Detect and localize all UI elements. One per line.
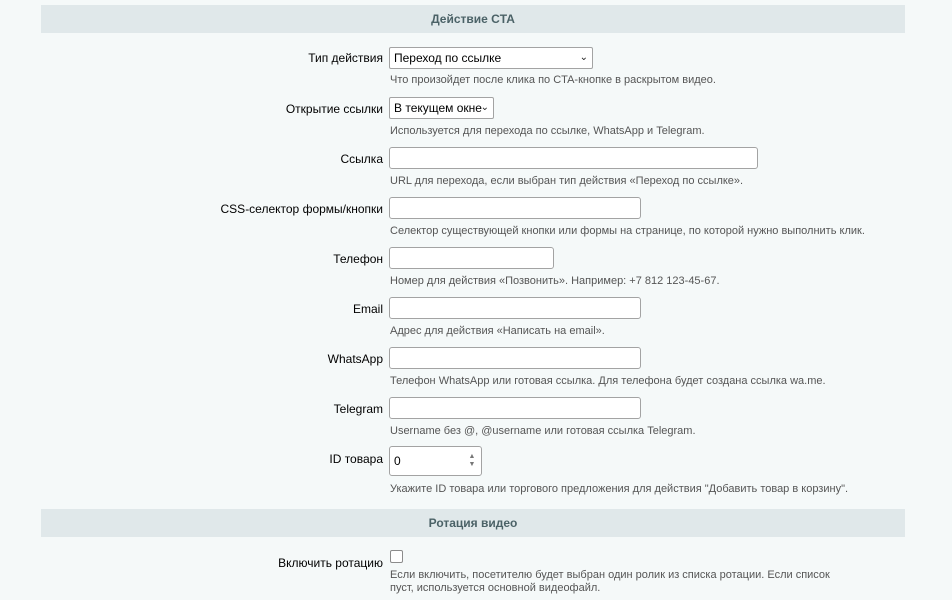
chevron-down-icon: ⌄ [579, 52, 588, 63]
telegram-label: Telegram [333, 402, 383, 416]
css-selector-label: CSS-селектор формы/кнопки [220, 202, 383, 216]
action-type-label: Тип действия [308, 51, 383, 65]
link-label: Ссылка [340, 152, 383, 166]
whatsapp-hint: Телефон WhatsApp или готовая ссылка. Для телефона будет создана ссылка wa.me. [390, 375, 826, 387]
phone-hint: Номер для действия «Позвонить». Например: +7 812 123-45-67. [390, 275, 720, 287]
enable-rotation-checkbox[interactable] [390, 550, 403, 563]
product-id-hint: Укажите ID товара или торгового предложения для действия "Добавить товар в корзину". [390, 483, 849, 495]
link-open-hint: Используется для перехода по ссылке, WhatsApp и Telegram. [390, 125, 705, 137]
section-title: Ротация видео [428, 516, 518, 530]
spinner-arrows-icon[interactable]: ▲ ▼ [468, 453, 476, 468]
whatsapp-input[interactable] [389, 347, 641, 369]
enable-rotation-label: Включить ротацию [278, 556, 383, 570]
telegram-hint: Username без @, @username или готовая ссылка Telegram. [390, 425, 696, 437]
section-title: Действие CTA [431, 12, 515, 26]
telegram-input[interactable] [389, 397, 641, 419]
action-type-hint: Что произойдет после клика по CTA-кнопке в раскрытом видео. [390, 74, 716, 86]
link-open-select[interactable] [389, 97, 494, 119]
section-header-cta [41, 5, 905, 33]
link-open-value: В текущем окне [394, 101, 482, 115]
phone-label: Телефон [333, 252, 383, 266]
email-label: Email [352, 302, 383, 316]
css-selector-input[interactable] [389, 197, 641, 219]
product-id-input[interactable] [389, 446, 482, 476]
chevron-down-icon: ⌄ [480, 102, 489, 113]
link-hint: URL для перехода, если выбран тип действия «Переход по ссылке». [390, 175, 744, 187]
action-type-select[interactable] [389, 47, 593, 69]
link-open-label: Открытие ссылки [285, 102, 383, 116]
email-hint: Адрес для действия «Написать на email». [390, 325, 605, 337]
product-id-label: ID товара [329, 452, 383, 466]
css-selector-hint: Селектор существующей кнопки или формы на странице, по которой нужно выполнить клик. [390, 225, 865, 237]
phone-input[interactable] [389, 247, 554, 269]
section-header-rotation [41, 509, 905, 537]
product-id-value: 0 [394, 454, 401, 468]
link-input[interactable] [389, 147, 758, 169]
enable-rotation-hint: Если включить, посетителю будет выбран один ролик из списка ротации. Если список пуст, используется основной видеофайл. [390, 569, 830, 594]
whatsapp-label: WhatsApp [327, 352, 383, 366]
email-input[interactable] [389, 297, 641, 319]
action-type-value: Переход по ссылке [394, 51, 502, 65]
